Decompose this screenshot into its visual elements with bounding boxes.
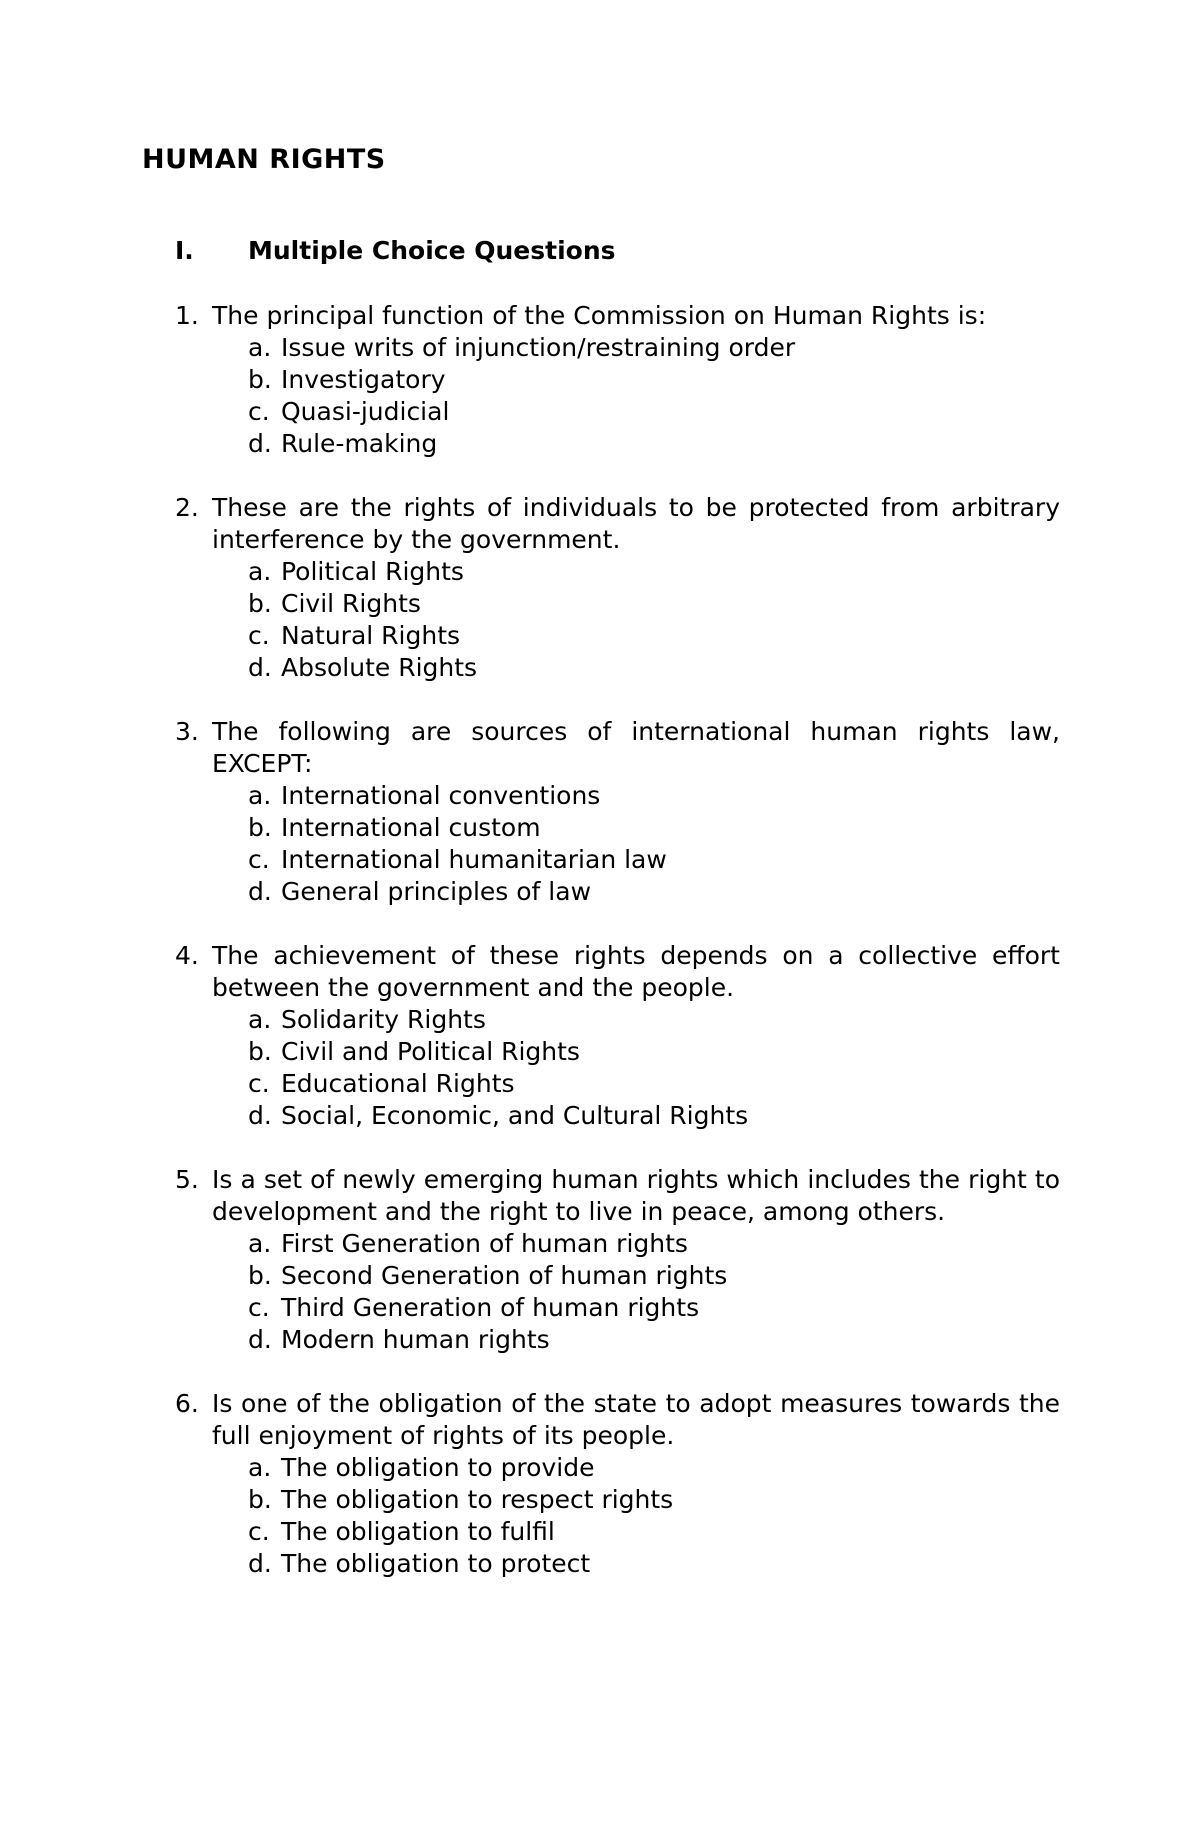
answer-option xyxy=(248,1260,1060,1292)
option-letter: a. xyxy=(248,557,272,586)
question-item xyxy=(175,300,1060,460)
option-text: The obligation to protect xyxy=(281,1549,591,1578)
section-number: I. xyxy=(175,236,194,265)
option-list xyxy=(175,1004,1060,1132)
option-text: Political Rights xyxy=(281,557,464,586)
answer-option xyxy=(248,588,1060,620)
option-letter: a. xyxy=(248,1005,272,1034)
option-text: Natural Rights xyxy=(281,621,461,650)
option-letter: c. xyxy=(248,397,270,426)
option-letter: b. xyxy=(248,365,272,394)
option-letter: d. xyxy=(248,1549,272,1578)
option-letter: d. xyxy=(248,877,272,906)
question-row xyxy=(175,300,1060,332)
question-number: 2. xyxy=(175,493,199,522)
answer-option xyxy=(248,332,1060,364)
option-text: Modern human rights xyxy=(281,1325,550,1354)
answer-option xyxy=(248,620,1060,652)
question-text: These are the rights of individuals to be protected from arbitrary interference by the government. xyxy=(212,493,1060,554)
option-text: International humanitarian law xyxy=(281,845,667,874)
option-text: Second Generation of human rights xyxy=(281,1261,728,1290)
answer-option xyxy=(248,428,1060,460)
option-letter: b. xyxy=(248,1037,272,1066)
option-text: Absolute Rights xyxy=(281,653,478,682)
option-text: Educational Rights xyxy=(281,1069,515,1098)
question-list xyxy=(175,300,1060,1612)
option-text: The obligation to respect rights xyxy=(281,1485,674,1514)
option-letter: c. xyxy=(248,621,270,650)
answer-option xyxy=(248,1324,1060,1356)
question-number: 4. xyxy=(175,941,199,970)
option-text: International conventions xyxy=(281,781,601,810)
answer-option xyxy=(248,1484,1060,1516)
option-text: Rule-making xyxy=(281,429,438,458)
option-letter: c. xyxy=(248,1517,270,1546)
answer-option xyxy=(248,652,1060,684)
question-text: The achievement of these rights depends on a collective effort between the government and the people. xyxy=(212,941,1060,1002)
option-text: Social, Economic, and Cultural Rights xyxy=(281,1101,749,1130)
section-title: Multiple Choice Questions xyxy=(248,236,616,265)
document-title: HUMAN RIGHTS xyxy=(142,144,386,175)
option-list xyxy=(175,1228,1060,1356)
question-item xyxy=(175,1388,1060,1580)
answer-option xyxy=(248,1516,1060,1548)
option-list xyxy=(175,332,1060,460)
section-heading xyxy=(175,236,616,265)
option-text: Quasi-judicial xyxy=(281,397,450,426)
answer-option xyxy=(248,556,1060,588)
option-text: General principles of law xyxy=(281,877,592,906)
question-text: Is one of the obligation of the state to adopt measures towards the full enjoyment of rights of its people. xyxy=(212,1389,1060,1450)
question-row xyxy=(175,1164,1060,1228)
option-letter: c. xyxy=(248,845,270,874)
option-text: First Generation of human rights xyxy=(281,1229,688,1258)
option-text: Investigatory xyxy=(281,365,446,394)
option-text: The obligation to provide xyxy=(281,1453,595,1482)
question-text: Is a set of newly emerging human rights which includes the right to development and the right to live in peace, among others. xyxy=(212,1165,1060,1226)
option-letter: b. xyxy=(248,1261,272,1290)
question-number: 1. xyxy=(175,301,199,330)
answer-option xyxy=(248,812,1060,844)
question-item xyxy=(175,492,1060,684)
option-text: Civil and Political Rights xyxy=(281,1037,580,1066)
question-row xyxy=(175,716,1060,780)
option-list xyxy=(175,1452,1060,1580)
answer-option xyxy=(248,1548,1060,1580)
answer-option xyxy=(248,844,1060,876)
option-text: Civil Rights xyxy=(281,589,421,618)
answer-option xyxy=(248,396,1060,428)
question-number: 5. xyxy=(175,1165,199,1194)
option-letter: c. xyxy=(248,1069,270,1098)
answer-option xyxy=(248,1036,1060,1068)
option-letter: b. xyxy=(248,813,272,842)
option-letter: a. xyxy=(248,1229,272,1258)
question-row xyxy=(175,940,1060,1004)
answer-option xyxy=(248,1228,1060,1260)
option-text: Third Generation of human rights xyxy=(281,1293,700,1322)
option-letter: d. xyxy=(248,1101,272,1130)
option-letter: a. xyxy=(248,1453,272,1482)
question-text: The principal function of the Commission on Human Rights is: xyxy=(212,301,987,330)
question-number: 3. xyxy=(175,717,199,746)
answer-option xyxy=(248,876,1060,908)
question-row xyxy=(175,1388,1060,1452)
answer-option xyxy=(248,1100,1060,1132)
answer-option xyxy=(248,1452,1060,1484)
option-letter: a. xyxy=(248,333,272,362)
question-text: The following are sources of international human rights law, EXCEPT: xyxy=(212,717,1060,778)
answer-option xyxy=(248,364,1060,396)
question-item xyxy=(175,716,1060,908)
question-number: 6. xyxy=(175,1389,199,1418)
option-list xyxy=(175,780,1060,908)
question-item xyxy=(175,940,1060,1132)
option-text: International custom xyxy=(281,813,541,842)
option-text: Issue writs of injunction/restraining order xyxy=(281,333,796,362)
option-letter: d. xyxy=(248,653,272,682)
question-item xyxy=(175,1164,1060,1356)
answer-option xyxy=(248,780,1060,812)
option-letter: b. xyxy=(248,589,272,618)
answer-option xyxy=(248,1068,1060,1100)
answer-option xyxy=(248,1292,1060,1324)
option-text: Solidarity Rights xyxy=(281,1005,486,1034)
option-letter: d. xyxy=(248,1325,272,1354)
option-letter: d. xyxy=(248,429,272,458)
option-letter: b. xyxy=(248,1485,272,1514)
question-row xyxy=(175,492,1060,556)
answer-option xyxy=(248,1004,1060,1036)
option-letter: c. xyxy=(248,1293,270,1322)
option-text: The obligation to fulfil xyxy=(281,1517,555,1546)
option-list xyxy=(175,556,1060,684)
option-letter: a. xyxy=(248,781,272,810)
